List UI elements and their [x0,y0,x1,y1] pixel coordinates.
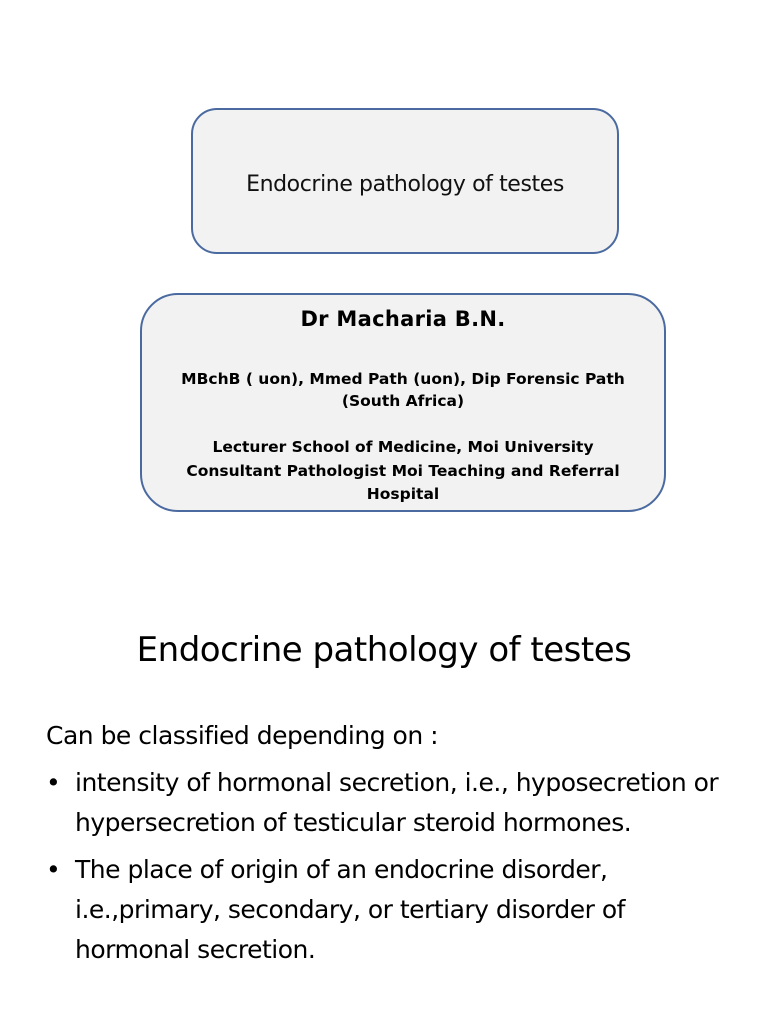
author-qualifications: MBchB ( uon), Mmed Path (uon), Dip Forensic Path (South Africa) [181,370,625,410]
bullet-list [46,763,746,970]
author-roles [148,436,658,507]
list-item [46,763,746,843]
slide-title: Endocrine pathology of testes [246,171,564,197]
author-role-consultant: Consultant Pathologist Moi Teaching and Referral Hospital [186,461,620,503]
title-box [191,108,619,254]
author-role-lecturer: Lecturer School of Medicine, Moi University [212,438,594,456]
intro-text: Can be classified depending on : [46,721,439,750]
bullet-icon: • [46,768,61,797]
list-item [46,850,746,970]
list-item-text: The place of origin of an endocrine disorder, i.e.,primary, secondary, or tertiary disorder of hormonal secretion. [75,855,625,964]
list-item-text: intensity of hormonal secretion, i.e., hyposecretion or hypersecretion of testicular steroid hormones. [75,768,719,837]
section-heading: Endocrine pathology of testes [136,630,632,670]
content-body [46,716,746,977]
author-name: Dr Macharia B.N. [300,307,506,331]
author-box [140,293,666,512]
bullet-icon: • [46,855,61,884]
